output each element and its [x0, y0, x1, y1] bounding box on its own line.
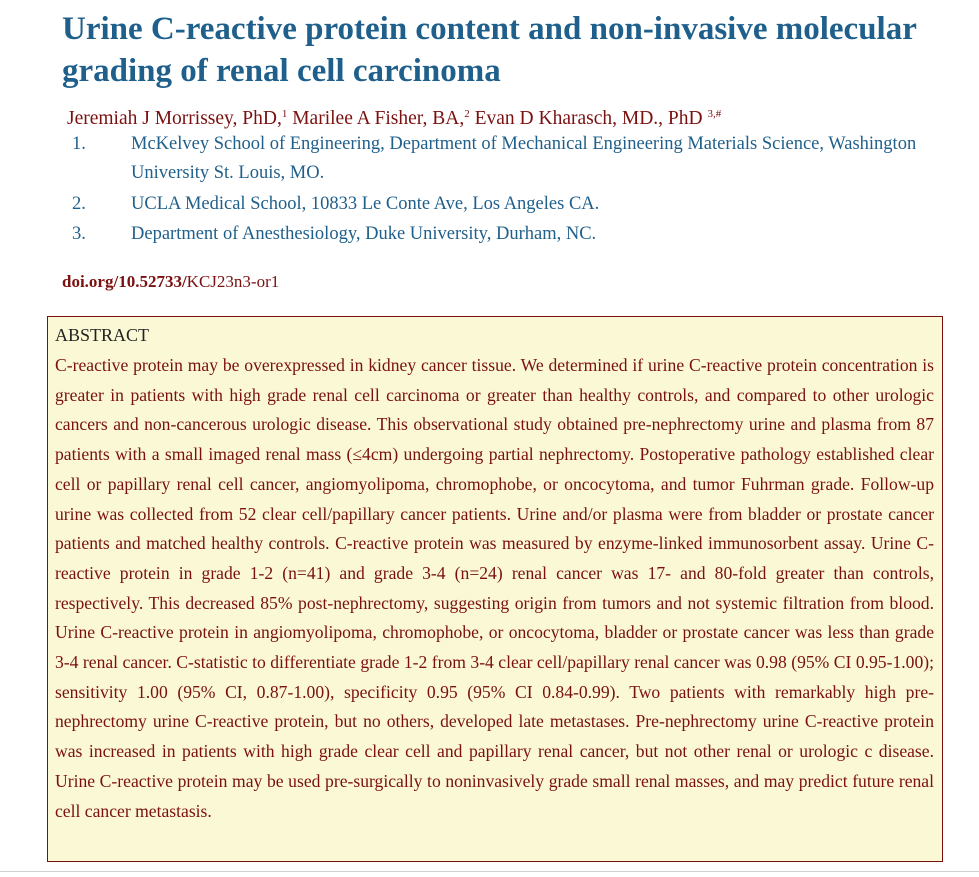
doi-prefix: doi.org/10.52733/	[62, 272, 187, 291]
author-name: Evan D Kharasch, MD., PhD	[469, 108, 708, 129]
affiliation-number: 3.	[72, 224, 86, 244]
author-list	[67, 101, 967, 132]
doi-suffix: KCJ23n3-or1	[186, 272, 280, 291]
affiliation-number: 1.	[72, 134, 86, 154]
affiliation-text: McKelvey School of Engineering, Department of Mechanical Engineering Materials Science, Washington University St. Louis, MO.	[131, 134, 917, 183]
author-affiliation-mark: 3,#	[707, 108, 722, 120]
page-divider	[0, 871, 979, 872]
abstract-heading: ABSTRACT	[55, 325, 150, 345]
author-affiliation-mark: 2	[464, 108, 470, 120]
affiliation-number: 2.	[72, 194, 86, 214]
affiliation-text: Department of Anesthesiology, Duke University, Durham, NC.	[131, 224, 597, 244]
paper-title: Urine C-reactive protein content and non-invasive molecular grading of renal cell carcinoma	[62, 11, 917, 89]
author-name: Jeremiah J Morrissey, PhD,	[67, 108, 282, 129]
author-affiliation-mark: 1	[281, 108, 288, 120]
abstract-body: C-reactive protein may be overexpressed in kidney cancer tissue. We determined if urine C-reactive protein concentration is greater in patients with high grade renal cell carcinoma or greater than healthy controls, and compared to other urologic cancers and non-cancerous urologic disease. This observational study obtained pre-nephrectomy urine and plasma from 87 patients with a small imaged renal mass (≤4cm) undergoing partial nephrectomy. Postoperative pathology established clear cell or papillary renal cell cancer, angiomyolipoma, chromophobe, or oncocytoma, and tumor Fuhrman grade. Follow-up urine was collected from 52 clear cell/papillary cancer patients. Urine and/or plasma were from bladder or prostate cancer patients and matched healthy controls. C-reactive protein was measured by enzyme-linked immunosorbent assay. Urine C-reactive protein in grade 1-2 (n=41) and grade 3-4 (n=24) renal cancer was 17- and 80-fold greater than controls, respectively. This decreased 85% post-nephrectomy, suggesting origin from tumors and not systemic filtration from blood. Urine C-reactive protein in angiomyolipoma, chromophobe, or oncocytoma, bladder or prostate cancer was less than grade 3-4 renal cancer. C-statistic to differentiate grade 1-2 from 3-4 clear cell/papillary renal cancer was 0.98 (95% CI 0.95-1.00); sensitivity 1.00 (95% CI, 0.87-1.00), specificity 0.95 (95% CI 0.84-0.99). Two patients with remarkably high pre-nephrectomy urine C-reactive protein, but no others, developed late metastases. Pre-nephrectomy urine C-reactive protein was increased in patients with high grade clear cell and papillary renal cancer, but not other renal or urologic c disease. Urine C-reactive protein may be used pre-surgically to noninvasively grade small renal masses, and may predict future renal cell cancer metastasis.	[55, 355, 934, 821]
abstract-box	[47, 316, 943, 862]
doi-link[interactable]	[62, 270, 279, 294]
affiliation-text: UCLA Medical School, 10833 Le Conte Ave, Los Angeles CA.	[131, 194, 600, 214]
author-name: Marilee A Fisher, BA,	[287, 108, 465, 129]
